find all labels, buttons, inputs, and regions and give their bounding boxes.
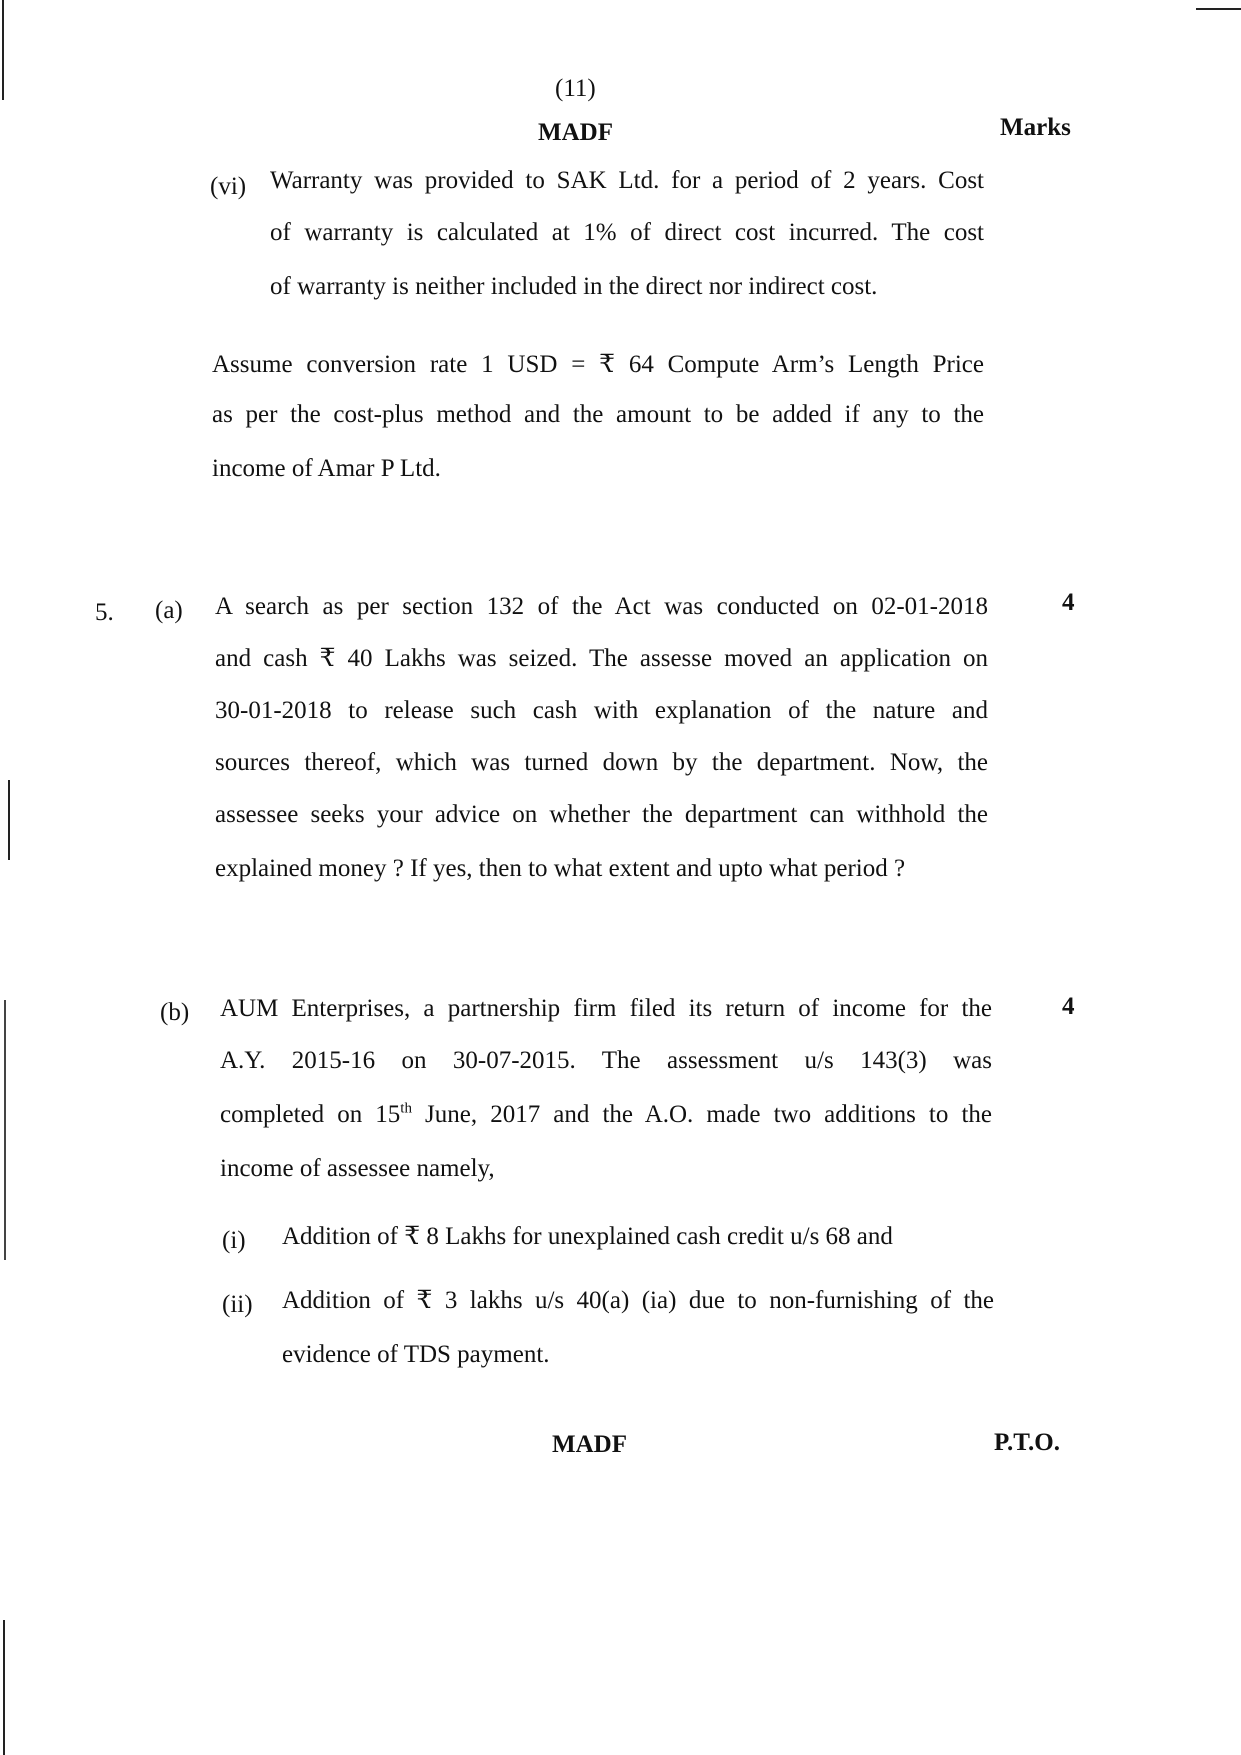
scan-edge-line-left-upper (2, 0, 4, 100)
q5a-line-3: 30-01-2018 to release such cash with explanation of the nature and (215, 697, 988, 724)
q5b-label: (b) (160, 999, 190, 1026)
q5b-line-2: A.Y. 2015-16 on 30-07-2015. The assessment u/s 143(3) was (220, 1047, 992, 1074)
q5b-line-3-end: June, 2017 and the A.O. made two additions to the (411, 1101, 992, 1128)
q5b-line-3 (220, 1100, 992, 1130)
q4-item-vi-line-2: of warranty is calculated at 1% of direct cost incurred. The cost (270, 219, 984, 246)
scan-edge-line-left-bottom (3, 1620, 5, 1755)
q5b-item-ii-line-2: evidence of TDS payment. (282, 1341, 550, 1368)
q4-assume-line-1: Assume conversion rate 1 USD = ₹ 64 Compute Arm’s Length Price (212, 351, 984, 378)
q5a-line-6: explained money ? If yes, then to what extent and upto what period ? (215, 855, 906, 882)
q4-item-vi-line-3: of warranty is neither included in the direct nor indirect cost. (270, 273, 878, 300)
question-5-number: 5. (95, 599, 114, 626)
q5b-line-3-ordinal: th (400, 1100, 412, 1117)
q5b-marks: 4 (1062, 993, 1075, 1020)
q5a-line-5: assessee seeks your advice on whether the department can withhold the (215, 801, 988, 828)
scan-edge-line-left-middle (8, 780, 10, 860)
scan-edge-line-top-right (1196, 8, 1241, 10)
page-number: (11) (555, 75, 596, 102)
q4-item-vi-line-1: Warranty was provided to SAK Ltd. for a period of 2 years. Cost (270, 167, 984, 194)
q4-assume-line-2: as per the cost-plus method and the amount to be added if any to the (212, 401, 984, 428)
q4-assume-line-3: income of Amar P Ltd. (212, 455, 441, 482)
scan-edge-line-left-lower (4, 1000, 6, 1260)
q5a-label: (a) (155, 597, 183, 624)
q5b-item-i-label: (i) (222, 1227, 246, 1254)
q5a-line-1: A search as per section 132 of the Act was conducted on 02-01-2018 (215, 593, 988, 620)
q5a-line-4: sources thereof, which was turned down by the department. Now, the (215, 749, 988, 776)
marks-heading: Marks (1000, 114, 1071, 141)
q5b-item-ii-label: (ii) (222, 1291, 253, 1318)
header-paper-code: MADF (538, 119, 613, 146)
q5a-line-2: and cash ₹ 40 Lakhs was seized. The assesse moved an application on (215, 645, 988, 672)
q5a-marks: 4 (1062, 589, 1075, 616)
q5b-line-3-start: completed on 15 (220, 1101, 401, 1128)
footer-paper-code: MADF (552, 1431, 627, 1458)
q5b-line-1: AUM Enterprises, a partnership firm filed its return of income for the (220, 995, 992, 1022)
q4-item-vi-label: (vi) (210, 173, 247, 200)
q5b-item-ii-line-1: Addition of ₹ 3 lakhs u/s 40(a) (ia) due to non-furnishing of the (282, 1287, 994, 1314)
q5b-item-i-text: Addition of ₹ 8 Lakhs for unexplained cash credit u/s 68 and (282, 1223, 893, 1250)
footer-pto: P.T.O. (994, 1429, 1060, 1456)
q5b-line-4: income of assessee namely, (220, 1155, 495, 1182)
